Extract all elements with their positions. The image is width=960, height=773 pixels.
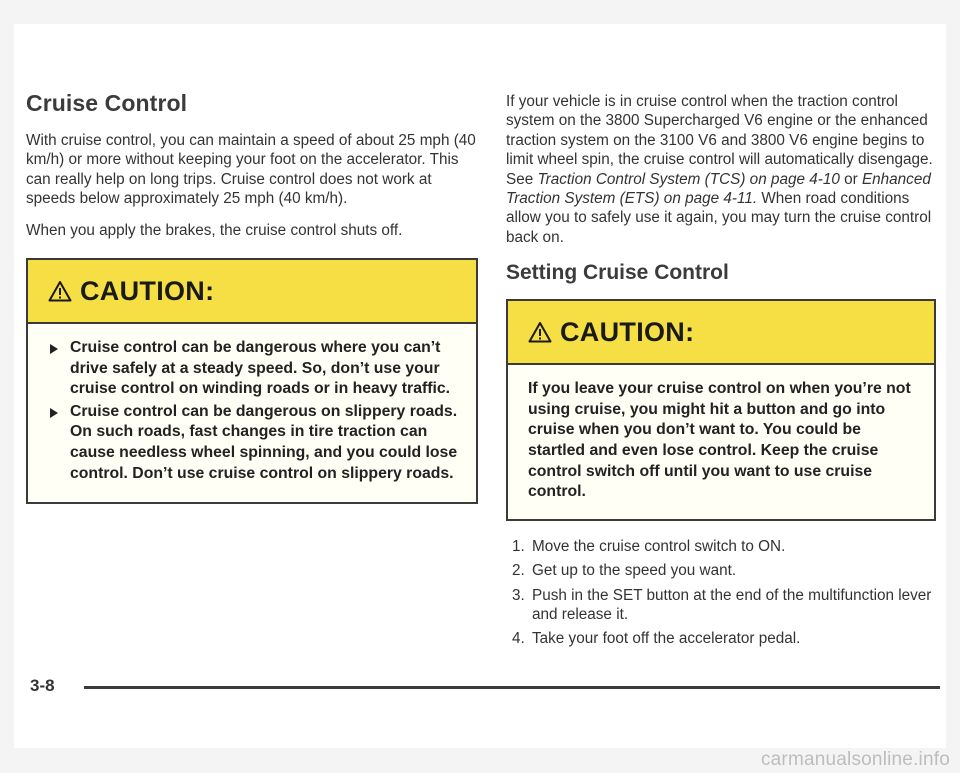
step-text: Move the cruise control switch to ON. bbox=[532, 537, 786, 555]
step-text: Push in the SET button at the end of the multifunction lever and release it. bbox=[532, 586, 932, 624]
caution-label: CAUTION: bbox=[80, 275, 215, 306]
brakes-paragraph: When you apply the brakes, the cruise control shuts off. bbox=[26, 221, 403, 239]
step-text: Get up to the speed you want. bbox=[532, 562, 737, 580]
caution-body bbox=[28, 324, 476, 502]
warning-triangle-icon bbox=[48, 280, 72, 302]
page-number: 3-8 bbox=[30, 676, 55, 695]
intro-paragraph: With cruise control, you can maintain a speed of about 25 mph (40 km/h) or more without keeping your foot on the accelerator. This can really help on long trips. Cruise control does not work at speeds below approximately 25 mph (40 km/h). bbox=[26, 132, 476, 208]
step-number: 2. bbox=[512, 562, 525, 580]
footer-divider bbox=[84, 686, 940, 689]
step-item bbox=[506, 561, 936, 580]
reference-tcs: Traction Control System (TCS) on page 4-10 bbox=[537, 170, 840, 188]
caution-text: If you leave your cruise control on when you’re not using cruise, you might hit a button and go into cruise when you don’t want to. You could be startled and even lose control. Keep the cruise control switch off until you want to use cruise control. bbox=[528, 380, 911, 501]
traction-paragraph bbox=[506, 92, 936, 247]
manual-page bbox=[14, 24, 946, 748]
caution-item bbox=[48, 338, 460, 400]
step-item bbox=[506, 586, 936, 625]
caution-item bbox=[48, 402, 460, 484]
step-number: 3. bbox=[512, 586, 525, 604]
caution-box-right bbox=[506, 299, 936, 521]
or-text: or bbox=[844, 170, 858, 188]
bullet-arrow-icon bbox=[50, 344, 58, 354]
step-number: 1. bbox=[512, 537, 525, 555]
step-text: Take your foot off the accelerator pedal. bbox=[532, 630, 801, 648]
bullet-arrow-icon bbox=[50, 408, 58, 418]
page-title: Cruise Control bbox=[26, 90, 188, 116]
caution-title bbox=[528, 317, 694, 348]
traction-text: If your vehicle is in cruise control when the traction control system on the 3800 Supercharged V6 engine or the enhanced traction system on the 3100 V6 and 3800 V6 engine begins to limit wheel spin, the cruise control will automatically disengage. See bbox=[506, 93, 933, 188]
caution-list bbox=[48, 338, 460, 484]
traction-end-text: When road conditions allow you to safely use it again, you may turn the cruise control back on. bbox=[506, 190, 932, 246]
left-column bbox=[26, 90, 478, 504]
warning-triangle-icon bbox=[528, 321, 552, 343]
caution-label: CAUTION: bbox=[560, 316, 695, 347]
reference-ets: Enhanced Traction System (ETS) on page 4-11. bbox=[506, 170, 931, 208]
right-column bbox=[506, 92, 936, 654]
step-item bbox=[506, 629, 936, 648]
caution-box-left bbox=[26, 258, 478, 504]
caution-item-text: Cruise control can be dangerous on slippery roads. On such roads, fast changes in tire traction can cause needless wheel spinning, and you could lose control. Don’t use cruise control on slippery roads. bbox=[70, 402, 458, 482]
watermark: carmanualsonline.info bbox=[760, 749, 950, 770]
caution-header bbox=[508, 301, 934, 365]
caution-header bbox=[28, 260, 476, 324]
step-number: 4. bbox=[512, 630, 525, 648]
caution-title bbox=[48, 276, 214, 307]
steps-list bbox=[506, 537, 936, 649]
caution-item-text: Cruise control can be dangerous where you can’t drive safely at a steady speed. So, don’t use your cruise control on winding roads or in heavy traffic. bbox=[70, 339, 451, 398]
section-subtitle: Setting Cruise Control bbox=[506, 261, 729, 285]
step-item bbox=[506, 537, 936, 556]
caution-body bbox=[508, 365, 934, 519]
